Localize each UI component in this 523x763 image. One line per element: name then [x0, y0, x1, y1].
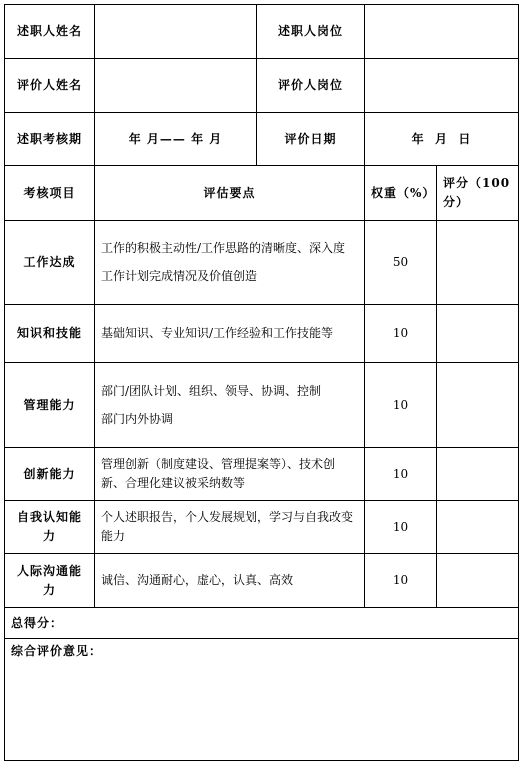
period-row [5, 113, 519, 166]
evaluator-row [5, 59, 519, 113]
criteria-row [5, 305, 519, 363]
criteria-row [5, 448, 519, 501]
criteria-item: 管理能力 [5, 363, 95, 448]
eval-date-field[interactable]: 年 月 日 [365, 113, 519, 166]
criteria-weight: 50 [365, 221, 437, 305]
reporter-row [5, 5, 519, 59]
criteria-point: 部门/团队计划、组织、领导、协调、控制 [101, 383, 322, 398]
reporter-position-field[interactable] [365, 5, 519, 59]
criteria-points [95, 305, 365, 363]
period-field[interactable]: 年 月—— 年 月 [95, 113, 257, 166]
reporter-name-field[interactable] [95, 5, 257, 59]
criteria-item: 自我认知能力 [5, 501, 95, 554]
evaluator-position-field[interactable] [365, 59, 519, 113]
header-score: 评分（100分） [437, 166, 519, 221]
criteria-weight: 10 [365, 363, 437, 448]
criteria-point: 基础知识、专业知识/工作经验和工作技能等 [101, 326, 334, 340]
criteria-item: 工作达成 [5, 221, 95, 305]
criteria-point: 个人述职报告，个人发展规划，学习与自我改变能力 [101, 510, 354, 543]
criteria-weight: 10 [365, 448, 437, 501]
evaluation-form-table [4, 4, 519, 761]
criteria-point: 工作的积极主动性/工作思路的清晰度、深入度 [101, 241, 346, 255]
total-score-label: 总得分： [11, 615, 64, 630]
criteria-row [5, 501, 519, 554]
criteria-weight: 10 [365, 501, 437, 554]
period-label: 述职考核期 [5, 113, 95, 166]
criteria-points [95, 501, 365, 554]
criteria-score-field[interactable] [437, 221, 519, 305]
criteria-row [5, 221, 519, 305]
evaluator-name-field[interactable] [95, 59, 257, 113]
comment-label: 综合评价意见： [11, 644, 103, 658]
header-row [5, 166, 519, 221]
criteria-row [5, 363, 519, 448]
criteria-score-field[interactable] [437, 305, 519, 363]
criteria-score-field[interactable] [437, 363, 519, 448]
criteria-weight: 10 [365, 554, 437, 608]
criteria-row [5, 554, 519, 608]
evaluator-name-label: 评价人姓名 [5, 59, 95, 113]
criteria-score-field[interactable] [437, 448, 519, 501]
total-score-field[interactable] [5, 608, 519, 639]
eval-date-label: 评价日期 [257, 113, 365, 166]
comment-field[interactable] [5, 639, 519, 761]
criteria-point: 部门内外协调 [101, 411, 174, 426]
criteria-item: 创新能力 [5, 448, 95, 501]
header-points: 评估要点 [95, 166, 365, 221]
header-weight: 权重（%） [365, 166, 437, 221]
criteria-score-field[interactable] [437, 554, 519, 608]
total-row [5, 608, 519, 639]
criteria-points [95, 221, 365, 305]
criteria-item: 人际沟通能力 [5, 554, 95, 608]
header-item: 考核项目 [5, 166, 95, 221]
comment-row [5, 639, 519, 761]
criteria-points [95, 448, 365, 501]
criteria-points [95, 554, 365, 608]
criteria-points [95, 363, 365, 448]
evaluator-position-label: 评价人岗位 [257, 59, 365, 113]
criteria-score-field[interactable] [437, 501, 519, 554]
criteria-point: 管理创新（制度建设、管理提案等）、技术创新、合理化建议被采纳数等 [101, 457, 336, 490]
criteria-weight: 10 [365, 305, 437, 363]
criteria-point: 诚信、沟通耐心，虚心，认真、高效 [101, 573, 294, 587]
reporter-position-label: 述职人岗位 [257, 5, 365, 59]
reporter-name-label: 述职人姓名 [5, 5, 95, 59]
criteria-item: 知识和技能 [5, 305, 95, 363]
criteria-point: 工作计划完成情况及价值创造 [101, 269, 258, 283]
